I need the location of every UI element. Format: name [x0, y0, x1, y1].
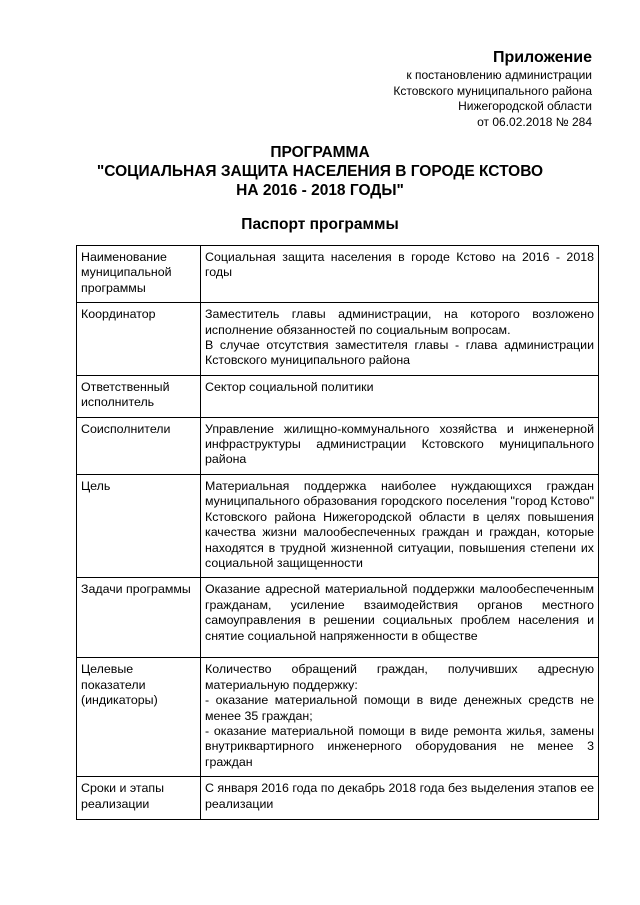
passport-row-value — [201, 375, 599, 417]
passport-row — [77, 303, 599, 376]
passport-row — [77, 578, 599, 658]
program-heading — [0, 143, 640, 200]
passport-row-paragraph: Социальная защита населения в городе Кстово на 2016 - 2018 годы — [205, 250, 594, 280]
passport-row-label: Цель — [77, 474, 201, 577]
program-heading-line: "СОЦИАЛЬНАЯ ЗАЩИТА НАСЕЛЕНИЯ В ГОРОДЕ КСТОВО — [96, 163, 544, 180]
appendix-title: Приложение — [492, 49, 592, 66]
passport-row-value — [201, 246, 599, 303]
passport-row-value — [201, 777, 599, 820]
passport-row-paragraph: Заместитель главы администрации, на которого возложено исполнение обязанностей по социальным вопросам. — [205, 307, 594, 337]
passport-row-value — [201, 658, 599, 777]
passport-title: Паспорт программы — [241, 216, 399, 233]
passport-row — [77, 417, 599, 474]
passport-row — [77, 375, 599, 417]
passport-row-label: Целевые показатели (индикаторы) — [77, 658, 201, 777]
program-heading-line: ПРОГРАММА — [270, 144, 370, 161]
passport-row-paragraph: С января 2016 года по декабрь 2018 года без выделения этапов ее реализации — [205, 781, 594, 811]
passport-row-paragraph: В случае отсутствия заместителя главы - глава администрации Кстовского муниципального района — [205, 338, 594, 368]
passport-table-body — [77, 246, 599, 820]
passport-table — [76, 245, 599, 820]
appendix-line: Кстовского муниципального района — [393, 83, 592, 98]
passport-row — [77, 658, 599, 777]
passport-row — [77, 777, 599, 820]
passport-row-paragraph: Управление жилищно-коммунального хозяйства и инженерной инфраструктуры администрации Кстовского муниципального района — [205, 421, 594, 467]
passport-row-label: Соисполнители — [77, 417, 201, 474]
passport-row-label: Наименование муниципальной программы — [77, 246, 201, 303]
passport-row-value — [201, 474, 599, 577]
passport-row-label: Сроки и этапы реализации — [77, 777, 201, 820]
passport-row-paragraph: Материальная поддержка наиболее нуждающихся граждан муниципального образования городского поселения "город Кстово" Кстовского района Нижегородской области в целях повышения качества жизни малообеспеченных граждан и граждан, которые находятся в трудной жизненной ситуации, повышения степени их социальной защищенности — [205, 478, 594, 570]
appendix-block — [393, 48, 592, 130]
passport-row-label: Задачи программы — [77, 578, 201, 658]
passport-row-paragraph: Количество обращений граждан, получивших адресную материальную поддержку: — [205, 662, 594, 692]
passport-row-label: Ответственный исполнитель — [77, 375, 201, 417]
passport-row-value — [201, 303, 599, 376]
passport-row-paragraph: - оказание материальной помощи в виде денежных средств не менее 35 граждан; — [205, 693, 594, 723]
passport-row — [77, 474, 599, 577]
appendix-line: Нижегородской области — [458, 99, 592, 113]
program-heading-line: НА 2016 - 2018 ГОДЫ" — [236, 182, 404, 199]
passport-row-label: Координатор — [77, 303, 201, 376]
appendix-line: к постановлению администрации — [406, 68, 592, 82]
passport-row-paragraph: - оказание материальной помощи в виде ремонта жилья, замены внутриквартирного инженерного оборудования не менее 3 граждан — [205, 723, 594, 769]
passport-row-paragraph: Оказание адресной материальной поддержки малообеспеченным гражданам, усиление взаимодействия органов местного самоуправления в решении социальных проблем населения и снятие социальной напряженности в обществе — [205, 582, 594, 643]
passport-row-value — [201, 578, 599, 658]
appendix-date-number: от 06.02.2018 № 284 — [477, 114, 592, 129]
passport-row — [77, 246, 599, 303]
passport-row-paragraph: Сектор социальной политики — [205, 379, 374, 394]
passport-row-value — [201, 417, 599, 474]
